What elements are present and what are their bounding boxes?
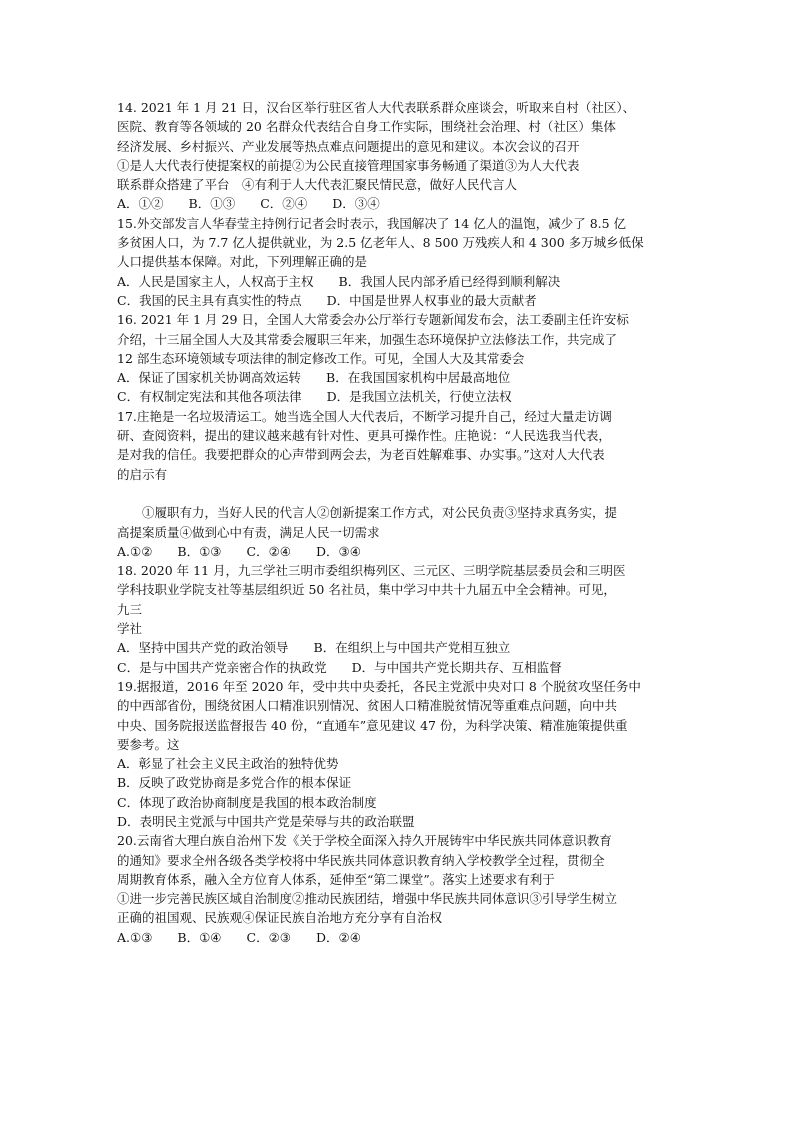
q15-line-1: 15.外交部发言人华春莹主持例行记者会时表示，我国解决了 14 亿人的温饱，减少了 8.5 亿 <box>117 215 627 231</box>
q14-statements-cont: 联系群众搭建了平台 ④有利于人大代表汇聚民情民意，做好人民代言人 <box>117 177 518 193</box>
q18-line-3: 九三 <box>117 601 143 617</box>
q17-line-2: 研、查阅资料，提出的建议越来越有针对性、更具可操作性。庄艳说：“人民选我当代表， <box>117 428 611 444</box>
q19-choice-a: A．彰显了社会主义民主政治的独特优势 <box>117 756 339 772</box>
q18-line-2: 学科技职业学院支社等基层组织近 50 名社员，集中学习中共十九届五中全会精神。可见， <box>117 582 616 598</box>
q20-line-2: 的通知》要求全州各级各类学校将中华民族共同体意识教育纳入学校教学全过程，贯彻全 <box>117 852 605 868</box>
blank-line <box>117 484 679 503</box>
q19-line-2: 的中西部省份，围绕贫困人口精准识别情况、贫困人口精准脱贫情况等重难点问题，向中共 <box>117 698 618 714</box>
q17-statements: ①履职有力，当好人民的代言人②创新提案工作方式，对公民负责③坚持求真务实，提 <box>142 505 618 521</box>
q19-line-3: 中央、国务院报送监督报告 40 份，“直通车”意见建议 47 份，为科学决策、精准施策提供重 <box>117 717 628 733</box>
q15-line-3: 人口提供基本保障。对此，下列理解正确的是 <box>117 254 368 270</box>
q19-choice-d: D．表明民主党派与中国共产党是荣辱与共的政治联盟 <box>117 813 415 829</box>
q15-choices-ab: A．人民是国家主人，人权高于主权 B．我国人民内部矛盾已经得到顺利解决 <box>117 273 561 289</box>
q16-choices-cd: C．有权制定宪法和其他各项法律 D．是我国立法机关，行使立法权 <box>117 389 512 405</box>
question-14 <box>117 98 679 214</box>
question-15 <box>117 214 679 310</box>
q20-line-3: 周期教育体系，融入全方位育人体系，延伸至“第二课堂”。落实上述要求有利于 <box>117 871 555 887</box>
q19-choice-b: B．反映了政党协商是多党合作的根本保证 <box>117 775 352 791</box>
q17-line-3: 是对我的信任。我要把群众的心声带到两会去，为老百姓解难事、办实事。”这对人大代表 <box>117 447 605 463</box>
question-20 <box>117 831 679 947</box>
q19-choice-c: C．体现了政治协商制度是我国的根本政治制度 <box>117 794 377 810</box>
q20-statements-cont: 正确的祖国观、民族观④保证民族自治地方充分享有自治权 <box>117 910 443 926</box>
q14-line-3: 经济发展、乡村振兴、产业发展等热点难点问题提出的意见和建议。本次会议的召开 <box>117 138 580 154</box>
q20-line-1: 20.云南省大理白族自治州下发《关于学校全面深入持久开展铸牢中华民族共同体意识教育 <box>117 833 612 849</box>
q18-choices-cd: C．是与中国共产党亲密合作的执政党 D．与中国共产党长期共存、互相监督 <box>117 659 562 675</box>
q15-choices-cd: C．我国的民主具有真实性的特点 D．中国是世界人权事业的最大贡献者 <box>117 292 537 308</box>
question-18 <box>117 561 679 677</box>
q17-choices: A.①② B．①③ C．②④ D．③④ <box>117 543 361 559</box>
q19-line-4: 要参考。这 <box>117 736 180 752</box>
q20-statements: ①进一步完善民族区域自治制度②推动民族团结，增强中华民族共同体意识③引导学生树立 <box>117 891 618 907</box>
q15-line-2: 多贫困人口，为 7.7 亿人提供就业，为 2.5 亿老年人、8 500 万残疾人和 4 300 多万城乡低保 <box>117 235 644 251</box>
question-19 <box>117 677 679 831</box>
q17-line-4: 的启示有 <box>117 466 168 482</box>
q18-line-1: 18. 2020 年 11 月，九三学社三明市委组织梅列区、三元区、三明学院基层委员会和三明医 <box>117 563 626 579</box>
q17-line-1: 17.庄艳是一名垃圾清运工。她当选全国人大代表后，不断学习提升自己，经过大量走访调 <box>117 408 612 424</box>
question-sheet <box>117 98 679 947</box>
q16-line-2: 介绍，十三届全国人大及其常委会履职三年来，加强生态环境保护立法修法工作，共完成了 <box>117 331 618 347</box>
q16-choices-ab: A．保证了国家机关协调高效运转 B．在我国国家机构中居最高地位 <box>117 370 511 386</box>
q19-line-1: 19.据报道，2016 年至 2020 年，受中共中央委托，各民主党派中央对口 8 个脱贫攻坚任务中 <box>117 678 641 694</box>
question-16 <box>117 310 679 406</box>
q14-choices: A．①② B．①③ C．②④ D．③④ <box>117 196 380 212</box>
q14-statements: ①是人大代表行使提案权的前提②为公民直接管理国家事务畅通了渠道③为人大代表 <box>117 157 580 173</box>
q18-line-4: 学社 <box>117 621 143 637</box>
q20-choices: A.①③ B．①④ C．②③ D．②④ <box>117 929 361 945</box>
q17-statements-cont: 高提案质量④做到心中有责，满足人民一切需求 <box>117 524 380 540</box>
q14-line-2: 医院、教育等各领域的 20 名群众代表结合自身工作实际，围绕社会治理、村（社区）集体 <box>117 119 616 135</box>
q14-line-1: 14. 2021 年 1 月 21 日，汉台区举行驻区省人大代表联系群众座谈会，听取来自村（社区）、 <box>117 100 636 115</box>
q16-line-1: 16. 2021 年 1 月 29 日，全国人大常委会办公厅举行专题新闻发布会，法工委副主任许安标 <box>117 312 629 328</box>
q16-line-3: 12 部生态环境领域专项法律的制定修改工作。可见，全国人大及其常委会 <box>117 350 525 366</box>
q18-choices-ab: A．坚持中国共产党的政治领导 B．在组织上与中国共产党相互独立 <box>117 640 511 656</box>
question-17 <box>117 407 679 561</box>
